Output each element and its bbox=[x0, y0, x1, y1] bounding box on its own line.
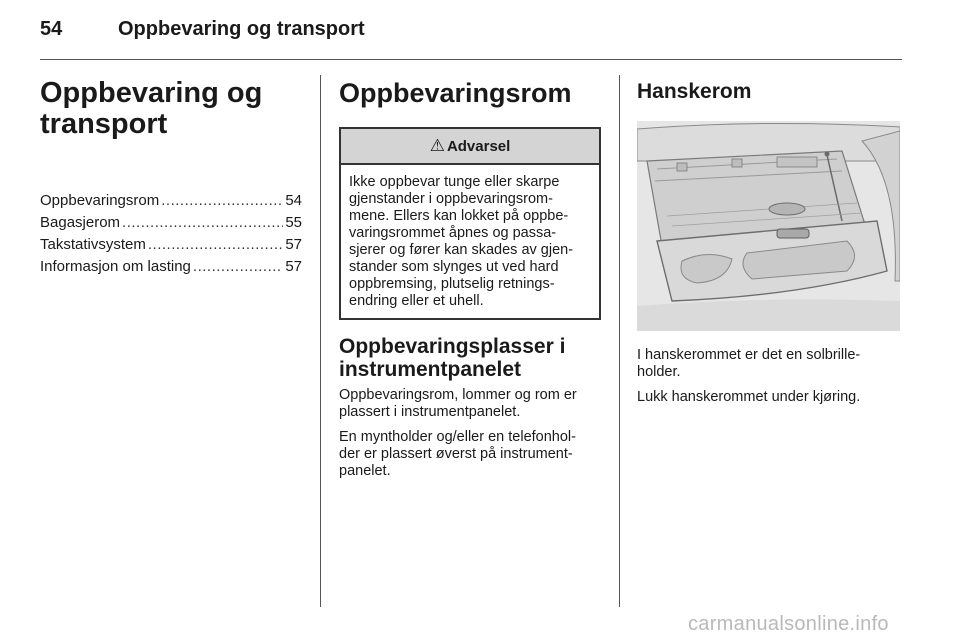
page-header bbox=[40, 18, 902, 60]
warning-text: Ikke oppbevar tunge eller skarpe gjenstander i oppbevaringsrom- mene. Ellers kan lokket på oppbe- varingsrommet åpnes og passa- sjerer og fører kan skades av gjen- stander som slynges ut ved hard oppbremsing, plutselig retnings- endring eller et uhell. bbox=[349, 174, 574, 309]
paragraph: I hanskerommet er det en solbrille- holder. bbox=[637, 347, 861, 380]
toc-entry[interactable] bbox=[40, 256, 302, 278]
toc-page: 57 bbox=[285, 236, 302, 253]
toc-page: 55 bbox=[285, 214, 302, 231]
toc-leader bbox=[161, 190, 283, 212]
paragraph: Lukk hanskerommet under kjøring. bbox=[637, 389, 861, 405]
toc-leader bbox=[122, 212, 283, 234]
glovebox-drawing bbox=[637, 121, 900, 331]
glovebox-column bbox=[637, 72, 902, 414]
toc-page: 54 bbox=[285, 192, 302, 209]
paragraph: Oppbevaringsrom, lommer og rom er plassert i instrumentpanelet. bbox=[339, 387, 577, 420]
section-title-storage: Oppbevaringsrom bbox=[339, 78, 572, 108]
glovebox-illustration bbox=[637, 121, 900, 331]
warning-triangle-icon: ⚠ bbox=[429, 136, 445, 155]
toc-label: Takstativsystem bbox=[40, 236, 146, 253]
warning-header bbox=[341, 129, 599, 165]
page-number: 54 bbox=[40, 18, 63, 40]
section-title-glovebox: Hanskerom bbox=[637, 80, 752, 103]
toc-entry[interactable] bbox=[40, 212, 302, 234]
toc-entry[interactable] bbox=[40, 234, 302, 256]
header-rule bbox=[40, 59, 902, 60]
column-divider bbox=[320, 75, 321, 607]
table-of-contents bbox=[40, 190, 302, 278]
page-header-title: Oppbevaring og transport bbox=[118, 18, 365, 40]
storage-column bbox=[339, 72, 602, 488]
toc-leader bbox=[148, 234, 283, 256]
chapter-title: Oppbevaring og transport bbox=[40, 77, 263, 140]
column-divider bbox=[619, 75, 620, 607]
toc-leader bbox=[193, 256, 283, 278]
toc-entry[interactable] bbox=[40, 190, 302, 212]
subsection-title: Oppbevaringsplasser i instrumentpanelet bbox=[339, 335, 566, 381]
chapter-column bbox=[40, 72, 302, 278]
toc-page: 57 bbox=[285, 258, 302, 275]
toc-label: Bagasjerom bbox=[40, 214, 121, 231]
warning-box bbox=[339, 127, 601, 320]
toc-label: Oppbevaringsrom bbox=[40, 192, 160, 209]
warning-label: Advarsel bbox=[446, 137, 511, 155]
toc-label: Informasjon om lasting bbox=[40, 258, 191, 275]
paragraph: En myntholder og/eller en telefonhol- der er plassert øverst på instrument- panelet. bbox=[339, 429, 576, 479]
watermark: carmanualsonline.info bbox=[688, 613, 889, 635]
